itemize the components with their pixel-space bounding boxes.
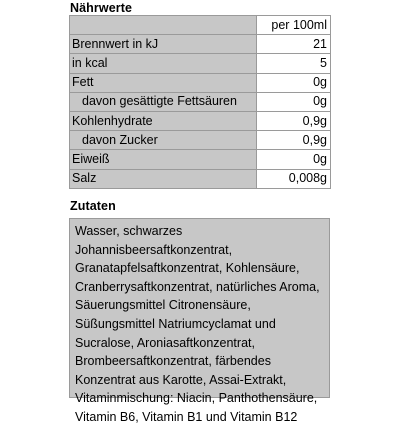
nutrition-row-label: Kohlenhydrate <box>70 111 257 130</box>
ingredients-line: Konzentrat aus Karotte, Assai-Extrakt, <box>75 372 287 387</box>
nutrition-row <box>70 35 331 54</box>
ingredients-line: Cranberrysaftkonzentrat, natürliches Aroma, <box>75 279 320 294</box>
nutrition-row <box>70 169 331 188</box>
ingredients-line: Granatapfelsaftkonzentrat, Kohlensäure, <box>75 261 300 276</box>
nutrition-row-value: 0,9g <box>256 131 330 150</box>
nutrition-row-label: davon gesättigte Fettsäuren <box>70 92 257 111</box>
ingredients-line: Vitaminmischung: Niacin, Panthothensäure, <box>75 391 318 406</box>
nutrition-row-label: Salz <box>70 169 257 188</box>
ingredients-line: Sucralose, Aroniasaftkonzentrat, <box>75 335 255 350</box>
nutrition-header-row <box>70 16 331 35</box>
nutrition-row-value: 21 <box>256 35 330 54</box>
nutrition-row-value: 0,008g <box>256 169 330 188</box>
nutrition-row <box>70 54 331 73</box>
nutrition-row <box>70 150 331 169</box>
ingredients-line: Süßungsmittel Natriumcyclamat und <box>75 316 276 331</box>
nutrition-row <box>70 131 331 150</box>
nutrition-row <box>70 92 331 111</box>
nutrition-row-label: Fett <box>70 73 257 92</box>
nutrition-row-value: 0g <box>256 92 330 111</box>
nutrition-table <box>69 15 331 189</box>
nutrition-title: Nährwerte <box>70 1 133 15</box>
nutrition-row-value: 0g <box>256 150 330 169</box>
nutrition-header-value: per 100ml <box>256 16 330 35</box>
ingredients-title: Zutaten <box>70 199 116 213</box>
nutrition-row-label: Eiweiß <box>70 150 257 169</box>
ingredients-line: Säuerungsmittel Citronensäure, <box>75 298 251 313</box>
nutrition-row-value: 0,9g <box>256 111 330 130</box>
nutrition-header-blank <box>70 16 257 35</box>
nutrition-row-label: Brennwert in kJ <box>70 35 257 54</box>
nutrition-row-label: davon Zucker <box>70 131 257 150</box>
nutrition-row-value: 0g <box>256 73 330 92</box>
nutrition-row <box>70 111 331 130</box>
ingredients-line: Vitamin B6, Vitamin B1 und Vitamin B12 <box>75 409 298 424</box>
nutrition-row-label: in kcal <box>70 54 257 73</box>
ingredients-line: Brombeersaftkonzentrat, färbendes <box>75 354 271 369</box>
nutrition-row-value: 5 <box>256 54 330 73</box>
ingredients-line: Johannisbeersaftkonzentrat, <box>75 242 233 257</box>
ingredients-line: Wasser, schwarzes <box>75 224 183 238</box>
nutrition-row <box>70 73 331 92</box>
ingredients-box <box>69 218 330 424</box>
